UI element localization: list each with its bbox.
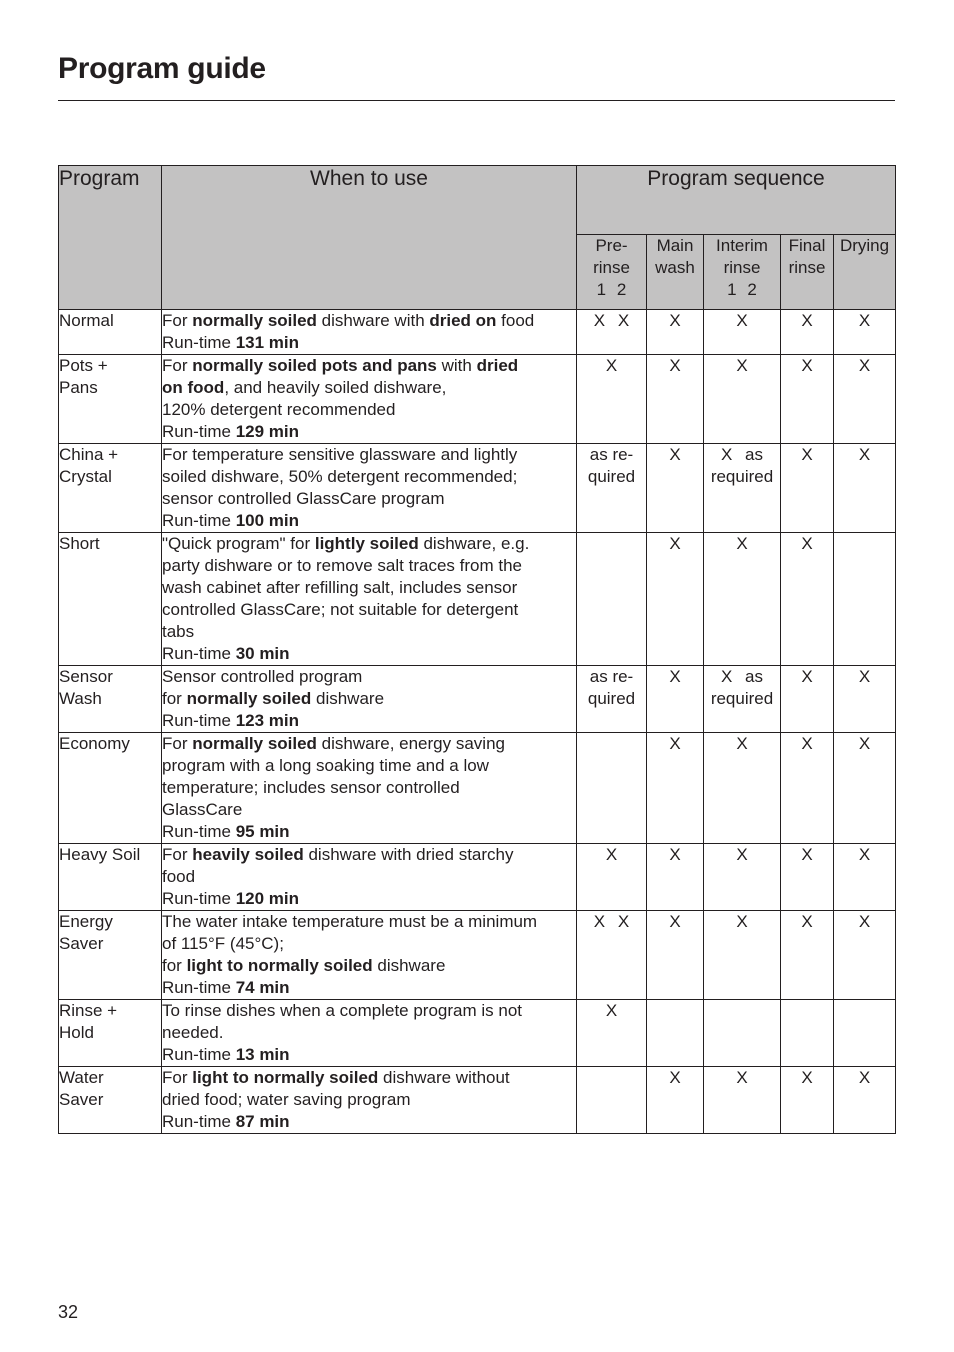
program-name-line: Saver	[59, 934, 104, 953]
program-name-cell	[59, 533, 162, 666]
description-emphasis: 123 min	[235, 711, 299, 730]
sequence-mark: X	[736, 912, 748, 931]
description-line	[162, 1111, 576, 1133]
sequence-cell-drying	[834, 666, 896, 733]
description-emphasis: normally soiled pots and pans	[192, 356, 437, 375]
header-when-to-use: When to use	[162, 166, 577, 310]
table-body	[59, 310, 896, 1134]
description-text: Run-time	[162, 889, 236, 908]
description-emphasis: 100 min	[235, 511, 299, 530]
description-text: Run-time	[162, 644, 236, 663]
sequence-cell-prerinse	[577, 533, 647, 666]
page-title: Program guide	[58, 52, 266, 85]
sequence-cell-prerinse	[577, 666, 647, 733]
header-interim-rinse-line: Interim	[716, 236, 768, 255]
table-row	[59, 844, 896, 911]
sequence-mark: X	[801, 912, 813, 931]
program-name-cell	[59, 733, 162, 844]
sequence-mark: X	[736, 734, 748, 753]
program-name-line: Economy	[59, 734, 130, 753]
sequence-cell-prerinse	[577, 310, 647, 355]
sequence-mark: X	[669, 534, 681, 553]
description-text: dishware without	[378, 1068, 510, 1087]
sequence-mark: X	[801, 667, 813, 686]
program-name-line: Wash	[59, 689, 102, 708]
sequence-mark: X X	[593, 912, 630, 931]
description-line	[162, 1000, 576, 1022]
description-line	[162, 599, 576, 621]
sequence-cell-main-wash	[647, 733, 704, 844]
description-text: Run-time	[162, 511, 236, 530]
description-text: program with a long soaking time and a low	[162, 756, 489, 775]
sequence-mark: X	[858, 734, 871, 753]
description-text: dishware with dried starchy	[303, 845, 514, 864]
description-emphasis: normally soiled	[186, 689, 312, 708]
description-text: For	[162, 734, 193, 753]
program-name-line: Rinse +	[59, 1001, 118, 1020]
sequence-cell-drying	[834, 1000, 896, 1067]
table-row	[59, 911, 896, 1000]
sequence-mark: X	[669, 667, 681, 686]
when-to-use-cell	[162, 355, 577, 444]
sequence-cell-final-rinse	[781, 1000, 834, 1067]
sequence-cell-interim-rinse	[704, 444, 781, 533]
description-line	[162, 1089, 576, 1111]
description-emphasis: light to normally soiled	[186, 956, 373, 975]
description-line	[162, 555, 576, 577]
table-row	[59, 666, 896, 733]
sequence-cell-prerinse	[577, 844, 647, 911]
header-drying: Drying	[834, 235, 896, 310]
sequence-cell-final-rinse	[781, 444, 834, 533]
sequence-cell-final-rinse	[781, 666, 834, 733]
description-line	[162, 577, 576, 599]
description-text: Run-time	[162, 1112, 236, 1131]
description-text: Run-time	[162, 711, 236, 730]
sequence-cell-main-wash	[647, 444, 704, 533]
description-line	[162, 1067, 576, 1089]
sequence-cell-main-wash	[647, 310, 704, 355]
description-line	[162, 866, 576, 888]
program-name-line: Water	[59, 1068, 104, 1087]
header-interim-rinse-numbers: 1 2	[727, 280, 757, 299]
table-row	[59, 1000, 896, 1067]
description-text: For	[162, 1068, 193, 1087]
description-text: party dishware or to remove salt traces from the	[162, 556, 522, 575]
description-text: For	[162, 845, 193, 864]
description-text: Run-time	[162, 822, 236, 841]
description-emphasis: heavily soiled	[192, 845, 304, 864]
description-emphasis: 30 min	[235, 644, 290, 663]
when-to-use-cell	[162, 1067, 577, 1134]
description-line	[162, 821, 576, 843]
sequence-cell-interim-rinse	[704, 310, 781, 355]
description-emphasis: 131 min	[235, 333, 299, 352]
table-row	[59, 533, 896, 666]
description-line	[162, 621, 576, 643]
header-prerinse	[577, 235, 647, 310]
description-text: sensor controlled GlassCare program	[162, 489, 445, 508]
header-prerinse-line: rinse	[593, 258, 630, 277]
sequence-mark: X as	[720, 667, 764, 686]
sequence-cell-main-wash	[647, 666, 704, 733]
sequence-cell-main-wash	[647, 1000, 704, 1067]
sequence-cell-main-wash	[647, 355, 704, 444]
sequence-mark: as re-	[589, 667, 634, 686]
table-row	[59, 1067, 896, 1134]
sequence-mark: X	[605, 1001, 618, 1020]
sequence-mark: X X	[593, 311, 630, 330]
description-text: of 115°F (45°C);	[162, 934, 284, 953]
program-name-line: Sensor	[59, 667, 113, 686]
description-line	[162, 911, 576, 933]
description-text: For temperature sensitive glassware and lightly	[162, 445, 518, 464]
description-emphasis: light to normally soiled	[192, 1068, 379, 1087]
header-prerinse-line: Pre-	[595, 236, 628, 255]
sequence-mark: X	[669, 311, 681, 330]
description-text: dishware	[372, 956, 446, 975]
program-name-line: Crystal	[59, 467, 112, 486]
description-text: wash cabinet after refilling salt, includes sensor	[162, 578, 518, 597]
sequence-cell-main-wash	[647, 844, 704, 911]
description-line	[162, 466, 576, 488]
description-line	[162, 1022, 576, 1044]
sequence-mark: as re-	[589, 445, 634, 464]
program-name-cell	[59, 844, 162, 911]
sequence-cell-prerinse	[577, 355, 647, 444]
sequence-cell-interim-rinse	[704, 1000, 781, 1067]
sequence-cell-interim-rinse	[704, 911, 781, 1000]
program-name-line: Pots +	[59, 356, 108, 375]
description-emphasis: 120 min	[235, 889, 299, 908]
sequence-cell-final-rinse	[781, 733, 834, 844]
sequence-mark: X	[669, 445, 681, 464]
sequence-cell-prerinse	[577, 733, 647, 844]
sequence-mark: X	[858, 845, 871, 864]
sequence-cell-interim-rinse	[704, 355, 781, 444]
description-text: dried food; water saving program	[162, 1090, 411, 1109]
description-text: dishware, e.g.	[418, 534, 530, 553]
description-line	[162, 643, 576, 665]
sequence-mark: quired	[587, 689, 636, 708]
description-line	[162, 533, 576, 555]
description-text: temperature; includes sensor controlled	[162, 778, 460, 797]
description-text: dishware with	[316, 311, 430, 330]
sequence-cell-final-rinse	[781, 533, 834, 666]
description-line	[162, 666, 576, 688]
description-line	[162, 977, 576, 999]
program-name-line: China +	[59, 445, 119, 464]
sequence-cell-drying	[834, 733, 896, 844]
program-name-line: Hold	[59, 1023, 94, 1042]
sequence-cell-drying	[834, 444, 896, 533]
description-line	[162, 332, 576, 354]
program-name-cell	[59, 310, 162, 355]
description-text: for	[162, 689, 187, 708]
sequence-cell-drying	[834, 310, 896, 355]
sequence-cell-final-rinse	[781, 355, 834, 444]
sequence-mark: X	[858, 1068, 871, 1087]
sequence-cell-main-wash	[647, 533, 704, 666]
sequence-mark: X	[858, 667, 871, 686]
description-emphasis: normally soiled	[192, 311, 317, 330]
when-to-use-cell	[162, 844, 577, 911]
description-text: controlled GlassCare; not suitable for detergent	[162, 600, 519, 619]
sequence-cell-final-rinse	[781, 1067, 834, 1134]
description-line	[162, 777, 576, 799]
program-name-cell	[59, 444, 162, 533]
sequence-mark: X	[669, 1068, 681, 1087]
sequence-mark: X	[801, 534, 813, 553]
description-line	[162, 488, 576, 510]
program-name-cell	[59, 1067, 162, 1134]
sequence-mark: X	[801, 445, 813, 464]
program-name-cell	[59, 911, 162, 1000]
table-header	[59, 166, 896, 310]
sequence-mark: X	[801, 356, 813, 375]
sequence-mark: quired	[587, 467, 636, 486]
description-emphasis: 87 min	[235, 1112, 290, 1131]
description-line	[162, 933, 576, 955]
description-line	[162, 355, 576, 377]
description-text: "Quick program" for	[162, 534, 315, 553]
description-line	[162, 844, 576, 866]
description-line	[162, 421, 576, 443]
description-line	[162, 1044, 576, 1066]
program-name-line: Short	[59, 534, 100, 553]
sequence-mark: X	[858, 445, 871, 464]
description-text: To rinse dishes when a complete program is not	[162, 1001, 523, 1020]
description-text: needed.	[162, 1023, 224, 1042]
description-line	[162, 310, 576, 332]
title-divider	[58, 100, 895, 101]
sequence-mark: X	[736, 534, 748, 553]
description-text: Run-time	[162, 422, 236, 441]
program-name-line: Pans	[59, 378, 98, 397]
description-text: soiled dishware, 50% detergent recommended;	[162, 467, 518, 486]
sequence-cell-main-wash	[647, 911, 704, 1000]
description-text: dishware	[311, 689, 385, 708]
description-line	[162, 733, 576, 755]
sequence-cell-final-rinse	[781, 911, 834, 1000]
program-name-line: Energy	[59, 912, 113, 931]
header-interim-rinse-line: rinse	[723, 258, 761, 277]
program-name-line: Saver	[59, 1090, 104, 1109]
sequence-cell-prerinse	[577, 444, 647, 533]
sequence-mark: X	[858, 912, 871, 931]
description-text: Run-time	[162, 333, 236, 352]
header-main-wash-line: wash	[655, 258, 695, 277]
sequence-mark: X	[605, 845, 618, 864]
description-text: with	[436, 356, 477, 375]
sequence-cell-interim-rinse	[704, 533, 781, 666]
description-emphasis: lightly soiled	[314, 534, 419, 553]
when-to-use-cell	[162, 444, 577, 533]
description-emphasis: 13 min	[235, 1045, 290, 1064]
description-line	[162, 799, 576, 821]
table-row	[59, 310, 896, 355]
sequence-mark: required	[710, 689, 774, 708]
header-final-rinse-line: rinse	[788, 258, 826, 277]
header-program-sequence: Program sequence	[577, 166, 896, 235]
sequence-mark: required	[710, 467, 774, 486]
description-text: tabs	[162, 622, 195, 641]
when-to-use-cell	[162, 310, 577, 355]
sequence-mark: X	[801, 1068, 813, 1087]
sequence-mark: X	[858, 311, 871, 330]
description-text: For	[162, 311, 193, 330]
description-line	[162, 710, 576, 732]
program-name-line: Normal	[59, 311, 114, 330]
sequence-cell-prerinse	[577, 1067, 647, 1134]
sequence-cell-drying	[834, 1067, 896, 1134]
description-emphasis: 95 min	[235, 822, 290, 841]
sequence-mark: X	[669, 845, 681, 864]
header-program: Program	[59, 166, 162, 310]
sequence-cell-drying	[834, 355, 896, 444]
sequence-cell-interim-rinse	[704, 844, 781, 911]
description-emphasis: dried	[476, 356, 519, 375]
sequence-mark: X	[858, 356, 871, 375]
header-main-wash	[647, 235, 704, 310]
sequence-cell-prerinse	[577, 911, 647, 1000]
description-line	[162, 377, 576, 399]
description-text: Run-time	[162, 978, 236, 997]
description-line	[162, 399, 576, 421]
program-name-cell	[59, 355, 162, 444]
header-main-wash-line: Main	[656, 236, 694, 255]
sequence-mark: X	[801, 845, 813, 864]
description-text: food	[162, 867, 196, 886]
page-number: 32	[58, 1302, 79, 1322]
description-emphasis: dried on	[429, 311, 497, 330]
sequence-cell-interim-rinse	[704, 1067, 781, 1134]
sequence-mark: X	[801, 311, 813, 330]
sequence-mark: X	[669, 356, 681, 375]
description-line	[162, 510, 576, 532]
description-text: Run-time	[162, 1045, 236, 1064]
description-text: for	[162, 956, 187, 975]
description-emphasis: 129 min	[235, 422, 299, 441]
when-to-use-cell	[162, 666, 577, 733]
description-text: , and heavily soiled dishware,	[224, 378, 447, 397]
sequence-cell-interim-rinse	[704, 733, 781, 844]
sequence-mark: X	[736, 356, 748, 375]
when-to-use-cell	[162, 533, 577, 666]
when-to-use-cell	[162, 1000, 577, 1067]
description-text: dishware, energy saving	[316, 734, 505, 753]
table-row	[59, 444, 896, 533]
sequence-cell-drying	[834, 911, 896, 1000]
sequence-mark: X	[736, 845, 748, 864]
table-row	[59, 733, 896, 844]
header-prerinse-numbers: 1 2	[596, 280, 627, 299]
program-name-line: Heavy Soil	[59, 845, 141, 864]
description-line	[162, 755, 576, 777]
header-final-rinse-line: Final	[788, 236, 826, 255]
sequence-mark: X as	[720, 445, 764, 464]
description-text: Sensor controlled program	[162, 667, 363, 686]
sequence-cell-final-rinse	[781, 310, 834, 355]
description-text: The water intake temperature must be a minimum	[162, 912, 538, 931]
header-interim-rinse	[704, 235, 781, 310]
description-emphasis: 74 min	[235, 978, 290, 997]
when-to-use-cell	[162, 911, 577, 1000]
sequence-mark: X	[801, 734, 813, 753]
description-emphasis: normally soiled	[192, 734, 317, 753]
description-line	[162, 888, 576, 910]
table-row	[59, 355, 896, 444]
program-name-cell	[59, 1000, 162, 1067]
description-emphasis: on food	[162, 378, 225, 397]
sequence-cell-final-rinse	[781, 844, 834, 911]
header-final-rinse	[781, 235, 834, 310]
sequence-mark: X	[736, 1068, 748, 1087]
sequence-mark: X	[736, 311, 748, 330]
sequence-cell-interim-rinse	[704, 666, 781, 733]
sequence-cell-main-wash	[647, 1067, 704, 1134]
when-to-use-cell	[162, 733, 577, 844]
sequence-cell-drying	[834, 844, 896, 911]
description-line	[162, 955, 576, 977]
sequence-mark: X	[669, 734, 681, 753]
sequence-cell-prerinse	[577, 1000, 647, 1067]
description-line	[162, 688, 576, 710]
sequence-mark: X	[605, 356, 618, 375]
description-line	[162, 444, 576, 466]
sequence-cell-drying	[834, 533, 896, 666]
program-name-cell	[59, 666, 162, 733]
description-text: GlassCare	[162, 800, 243, 819]
program-guide-table	[58, 165, 896, 1134]
description-text: For	[162, 356, 193, 375]
sequence-mark: X	[669, 912, 681, 931]
description-text: food	[496, 311, 535, 330]
description-text: 120% detergent recommended	[162, 400, 396, 419]
